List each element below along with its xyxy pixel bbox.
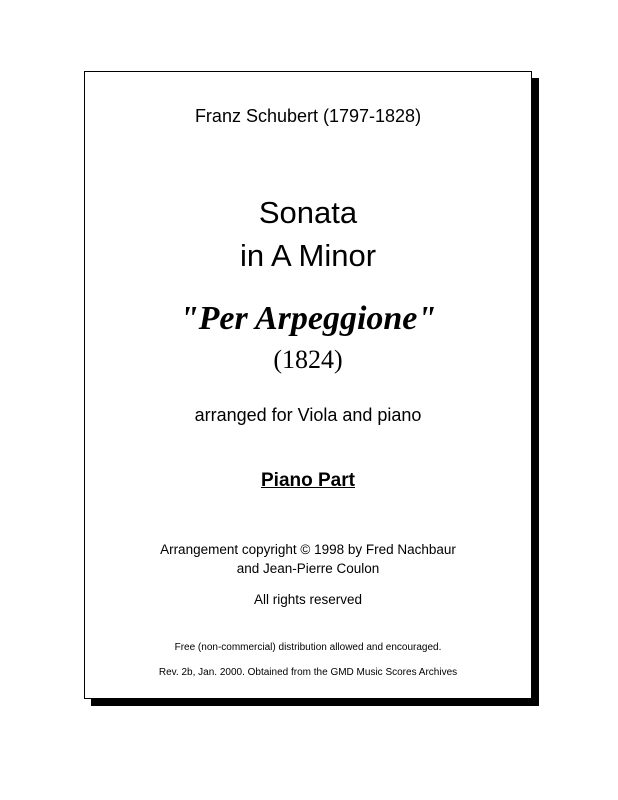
subtitle: "Per Arpeggione" xyxy=(179,300,437,337)
revision-note: Rev. 2b, Jan. 2000. Obtained from the GMD Music Scores Archives xyxy=(158,667,458,678)
title-line-1: Sonata xyxy=(258,195,358,230)
composer: Franz Schubert (1797-1828) xyxy=(194,106,422,126)
year: (1824) xyxy=(273,345,343,374)
copyright-line-2: and Jean-Pierre Coulon xyxy=(236,561,380,576)
rights-notice: All rights reserved xyxy=(253,592,363,607)
part-name: Piano Part xyxy=(261,470,355,491)
distribution-notice: Free (non-commercial) distribution allowed and encouraged. xyxy=(174,642,442,653)
arrangement-note: arranged for Viola and piano xyxy=(194,405,422,425)
cover-page xyxy=(84,71,532,699)
title-line-2: in A Minor xyxy=(239,238,377,273)
copyright-line-1: Arrangement copyright © 1998 by Fred Nachbaur xyxy=(160,542,456,557)
